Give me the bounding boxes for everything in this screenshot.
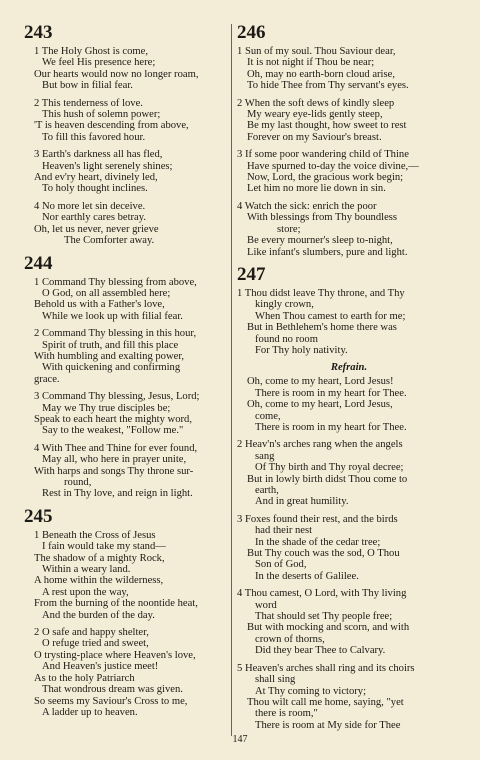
hymn — [237, 264, 461, 731]
verse-line: word — [255, 599, 277, 611]
verse-line: For Thy holy nativity. — [255, 344, 348, 356]
verse-line: May all, who here in prayer unite, — [42, 454, 187, 466]
hymn — [24, 22, 230, 247]
verse — [237, 149, 461, 195]
verse-line: But bow in filial fear. — [42, 80, 133, 92]
verse-line: From the burning of the noontide heat, — [34, 598, 198, 610]
verse-line: 1 Thou didst leave Thy throne, and Thy — [237, 287, 405, 299]
verse-line: 5 Heaven's arches shall ring and its choirs — [237, 662, 415, 674]
verse — [237, 663, 461, 731]
verse — [24, 46, 230, 92]
verse-line: Oh, let us never, never grieve — [34, 223, 159, 235]
verse-line: As to the holy Patriarch — [34, 672, 135, 684]
verse-line: Forever on my Saviour's breast. — [247, 131, 382, 143]
verse-line: 3 Foxes found their rest, and the birds — [237, 513, 398, 525]
verse-line: And in great humility. — [255, 496, 349, 508]
verse-line: There is room in my heart for Thee. — [255, 421, 407, 433]
verse-line: Did they bear Thee to Calvary. — [255, 645, 386, 657]
verse — [24, 627, 230, 718]
hymn-number: 243 — [24, 22, 53, 43]
verse-line: The Comforter away. — [64, 235, 155, 247]
verse — [237, 439, 461, 507]
verse-line: That wondrous dream was given. — [42, 684, 183, 696]
verse-line: I fain would take my stand— — [42, 541, 166, 553]
left-column — [24, 22, 230, 724]
verse-line: Nor earthly cares betray. — [42, 212, 147, 224]
verse-line: So seems my Saviour's Cross to me, — [34, 695, 188, 707]
right-column — [237, 22, 461, 737]
verse-line: 1 Command Thy blessing from above, — [34, 276, 197, 288]
verse-line: found no room — [255, 333, 318, 345]
verse-line: 4 No more let sin deceive. — [34, 200, 146, 212]
verse-line: Say to the weakest, "Follow me." — [42, 425, 184, 437]
verse-line: And ev'ry heart, divinely led, — [34, 172, 158, 184]
verse-line: There is room at My side for Thee — [255, 719, 401, 731]
verse — [24, 391, 230, 437]
verse — [237, 514, 461, 582]
verse-line: 3 Command Thy blessing, Jesus, Lord; — [34, 391, 200, 403]
verse — [24, 530, 230, 621]
verse-line: 2 Command Thy blessing in this hour, — [34, 328, 197, 340]
verse-line: That should set Thy people free; — [255, 611, 393, 623]
verse-line: 2 This tenderness of love. — [34, 97, 143, 109]
verse-line: Thou wilt call me home, saying, "yet — [247, 696, 404, 708]
verse-line: And the burden of the day. — [42, 609, 155, 621]
verse-line: Be every mourner's sleep to-night, — [247, 235, 393, 247]
verse — [24, 201, 230, 247]
verse-line: Now, Lord, the gracious work begin; — [247, 172, 404, 184]
verse — [24, 277, 230, 323]
verse — [24, 443, 230, 500]
verse-line: To hide Thee from Thy servant's eyes. — [247, 80, 409, 92]
verse-line: Be my last thought, how sweet to rest — [247, 120, 407, 132]
verse-line: 'T is heaven descending from above, — [34, 120, 189, 132]
verse — [24, 98, 230, 144]
verse-line: Within a weary land. — [42, 564, 131, 576]
verse-line: there is room," — [255, 708, 318, 720]
verse-line: The shadow of a mighty Rock, — [34, 552, 165, 564]
verse-line: grace. — [34, 373, 60, 385]
verse-line: O refuge tried and sweet, — [42, 638, 149, 650]
verse-line: shall sing — [255, 674, 296, 686]
verse-line: But in Bethlehem's home there was — [247, 322, 397, 334]
verse-line: While we look up with filial fear. — [42, 310, 183, 322]
verse-line: With blessings from Thy boundless — [247, 212, 398, 224]
verse-line: It is not night if Thou be near; — [247, 57, 375, 69]
verse-line: 1 The Holy Ghost is come, — [34, 46, 148, 57]
verse-line: Oh, may no earth-born cloud arise, — [247, 68, 395, 80]
verse-line: A home within the wilderness, — [34, 575, 164, 587]
verse — [237, 201, 461, 258]
verse-line: With harps and songs Thy throne sur- — [34, 465, 194, 477]
verse-line: Have spurned to-day the voice divine,— — [247, 160, 419, 172]
verse-line: Behold us with a Father's love, — [34, 299, 165, 311]
verse-line: O trysting-place where Heaven's love, — [34, 649, 196, 661]
verse-line: crown of thorns, — [255, 633, 325, 645]
verse — [237, 288, 461, 356]
verse — [237, 588, 461, 656]
verse-line: Speak to each heart the mighty word, — [34, 413, 192, 425]
verse-line: round, — [64, 477, 92, 488]
verse-line: 4 Watch the sick: enrich the poor — [237, 200, 377, 212]
verse-line: With humbling and exalting power, — [34, 350, 185, 362]
verse-line: Rest in Thy love, and reign in light. — [42, 488, 193, 500]
verse-line: To holy thought inclines. — [42, 183, 148, 195]
verse-line: To fill this favored hour. — [42, 131, 146, 143]
verse-line: Like infant's slumbers, pure and light. — [247, 246, 408, 258]
verse-line: Our hearts would now no longer roam, — [34, 68, 199, 80]
hymn-number: 245 — [24, 505, 53, 527]
verse-line: But Thy couch was the sod, O Thou — [247, 548, 400, 560]
verse-line: May we Thy true disciples be; — [42, 402, 171, 414]
verse-line: We feel His presence here; — [42, 57, 156, 69]
verse-line: Let him no more lie down in sin. — [247, 183, 386, 195]
verse — [237, 376, 461, 433]
verse-line: Of Thy birth and Thy royal decree; — [255, 462, 404, 474]
verse-line: Spirit of truth, and fill this place — [42, 339, 179, 351]
verse-line: There is room in my heart for Thee. — [255, 387, 407, 399]
verse-line: A ladder up to heaven. — [42, 706, 138, 718]
verse-line: store; — [277, 223, 301, 235]
hymn — [237, 22, 461, 258]
hymn-number: 244 — [24, 252, 53, 274]
hymn-number: 246 — [237, 22, 266, 43]
column-divider — [231, 24, 232, 736]
verse-line: Heaven's light serenely shines; — [42, 160, 173, 172]
verse-line: come, — [255, 410, 281, 422]
verse-line: earth, — [255, 485, 279, 496]
verse-line: 1 Sun of my soul. Thou Saviour dear, — [237, 46, 396, 57]
verse-line: Oh, come to my heart, Lord Jesus! — [247, 376, 394, 388]
verse-line: With quickening and confirming — [42, 362, 181, 374]
hymn-number: 247 — [237, 263, 266, 285]
page-number: 147 — [232, 734, 248, 745]
verse-line: Oh, come to my heart, Lord Jesus, — [247, 399, 393, 411]
verse-line: Son of God, — [255, 559, 307, 571]
hymn — [24, 253, 230, 500]
verse-line: And Heaven's justice meet! — [42, 661, 159, 673]
verse — [237, 98, 461, 144]
verse-line: had their nest — [255, 525, 313, 537]
verse — [24, 328, 230, 385]
verse-line: 1 Beneath the Cross of Jesus — [34, 529, 156, 541]
verse — [24, 149, 230, 195]
verse-line: But with mocking and scorn, and with — [247, 622, 410, 634]
hymn — [24, 506, 230, 719]
verse-line: 4 With Thee and Thine for ever found, — [34, 442, 198, 454]
verse-line: At Thy coming to victory; — [255, 685, 367, 697]
verse-line: 2 O safe and happy shelter, — [34, 627, 149, 639]
verse-line: kingly crown, — [255, 299, 314, 311]
verse-line: 3 If some poor wandering child of Thine — [237, 149, 409, 161]
verse-line: In the shade of the cedar tree; — [255, 536, 381, 548]
verse-line: O God, on all assembled here; — [42, 287, 171, 299]
verse-line: 2 Heav'n's arches rang when the angels — [237, 439, 403, 451]
verse-line: 2 When the soft dews of kindly sleep — [237, 97, 395, 109]
verse-line: 3 Earth's darkness all has fled, — [34, 149, 163, 161]
verse-line: 4 Thou camest, O Lord, with Thy living — [237, 588, 407, 600]
verse-line: A rest upon the way, — [42, 586, 129, 598]
verse-line: In the deserts of Galilee. — [255, 570, 359, 582]
verse-line: sang — [255, 450, 275, 462]
verse-line: My weary eye-lids gently steep, — [247, 109, 383, 121]
refrain-label: Refrain. — [330, 362, 368, 374]
verse-line: This hush of solemn power; — [42, 109, 161, 121]
verse-line: When Thou camest to earth for me; — [255, 310, 406, 322]
verse — [237, 46, 461, 92]
verse-line: But in lowly birth didst Thou come to — [247, 473, 408, 485]
